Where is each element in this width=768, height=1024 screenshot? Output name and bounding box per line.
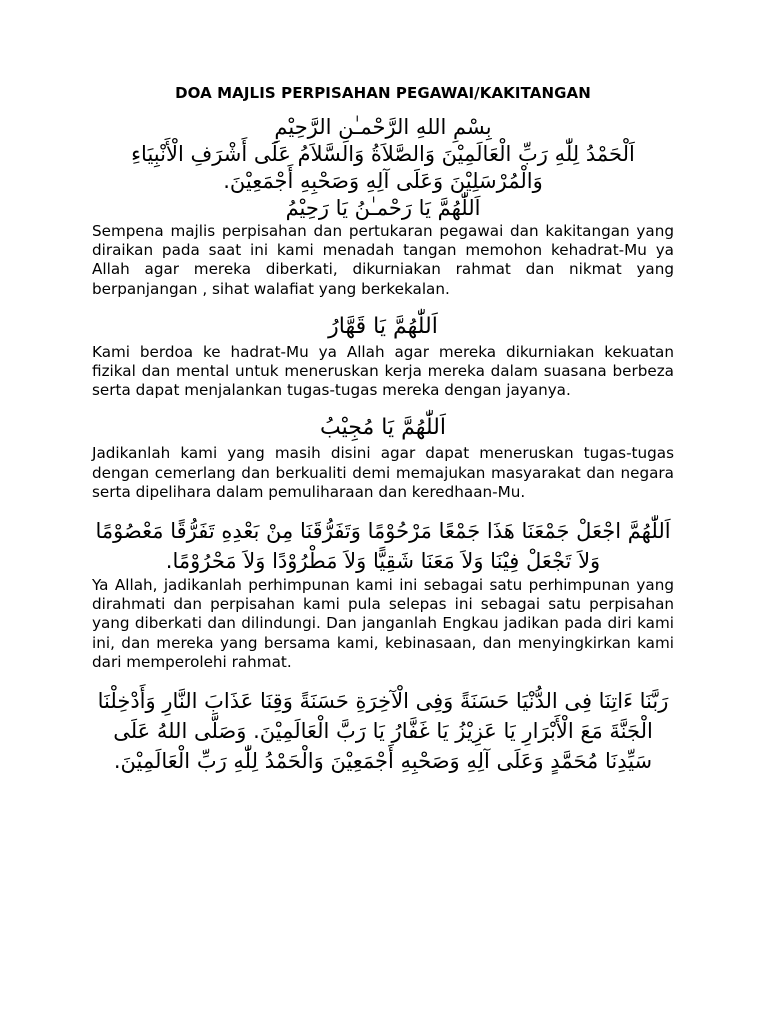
arabic-closing-prayer: رَبَّنَا ءَاتِنَا فِى الدُّنْيَا حَسَنَةً وَفِى الْآخِرَةِ حَسَنَةً وَقِنَا عَذَابَ النَّارِ وَأَدْخِلْنَا الْجَنَّةَ مَعَ الْأَبْرَارِ يَا عَزِيْزُ يَا غَفَّارُ يَا رَبَّ الْعَالَمِيْنَ. وَصَلَّى اللهُ عَلَى سَيِّدِنَا مُحَمَّدٍ وَعَلَى آلِهِ وَصَحْبِهِ أَجْمَعِيْنَ وَالْحَمْدُ لِلّٰهِ رَبِّ الْعَالَمِيْنَ. [97, 689, 669, 774]
malay-paragraph-4: Ya Allah, jadikanlah perhimpunan kami ini sebagai satu perhimpunan yang dirahmati dan perpisahan kami pula selepas ini sebagai satu perpisahan yang diberkati dan dilindungi. Dan janganlah Engkau jadikan pada diri kami ini, dan mereka yang bersama kami, kebinasaan, dan menyingkirkan kami dari memperolehi rahmat. [92, 576, 674, 671]
arabic-invocation-qahhar: اَللّٰهُمَّ يَا قَهَّارُ [328, 313, 438, 339]
malay-paragraph-1: Sempena majlis perpisahan dan pertukaran pegawai dan kakitangan yang diraikan pada saat ini kami menadah tangan memohon kehadrat-Mu ya Allah agar mereka diberkati, dikurniakan rahmat dan nikmat yang berpanjangan , sihat walafiat yang berkekalan. [92, 222, 674, 298]
arabic-opening-invocation: اَللّٰهُمَّ يَا رَحْمـٰنُ يَا رَحِيْمُ [285, 196, 481, 220]
arabic-prayer-gathering: اَللّٰهُمَّ اجْعَلْ جَمْعَنَا هَذَا جَمْعًا مَرْحُوْمًا وَتَفَرُّقَنَا مِنْ بَعْدِهِ تَفَرُّقًا مَعْصُوْمًا وَلاَ تَجْعَلْ فِيْنَا وَلاَ مَعَنَا شَقِيًّا وَلاَ مَطْرُوْدًا وَلاَ مَحْرُوْمًا. [95, 519, 671, 574]
document-page [92, 84, 674, 776]
malay-paragraph-2: Kami berdoa ke hadrat-Mu ya Allah agar mereka dikurniakan kekuatan fizikal dan mental untuk meneruskan kerja mereka dalam suasana berbeza serta dapat menjalankan tugas-tugas mereka dengan jayanya. [92, 342, 674, 400]
document-title: DOA MAJLIS PERPISAHAN PEGAWAI/KAKITANGAN [175, 84, 591, 102]
malay-paragraph-3: Jadikanlah kami yang masih disini agar dapat meneruskan tugas-tugas dengan cemerlang dan berkualiti demi memajukan masyarakat dan negara serta dipelihara dalam pemuliharaan dan keredhaan-Mu. [92, 444, 674, 501]
arabic-invocation-mujib: اَللّٰهُمَّ يَا مُجِيْبُ [320, 415, 446, 441]
arabic-opening-praise: اَلْحَمْدُ لِلّٰهِ رَبِّ الْعَالَمِيْنَ وَالصَّلاَةُ وَالسَّلاَمُ عَلَى أَشْرَفِ الْأَنْبِيَاءِ وَالْمُرْسَلِيْنَ وَعَلَى آلِهِ وَصَحْبِهِ أَجْمَعِيْنَ. [131, 142, 635, 193]
arabic-basmalah: بِسْمِ اللهِ الرَّحْمـٰنِ الرَّحِيْمِ [274, 115, 492, 139]
